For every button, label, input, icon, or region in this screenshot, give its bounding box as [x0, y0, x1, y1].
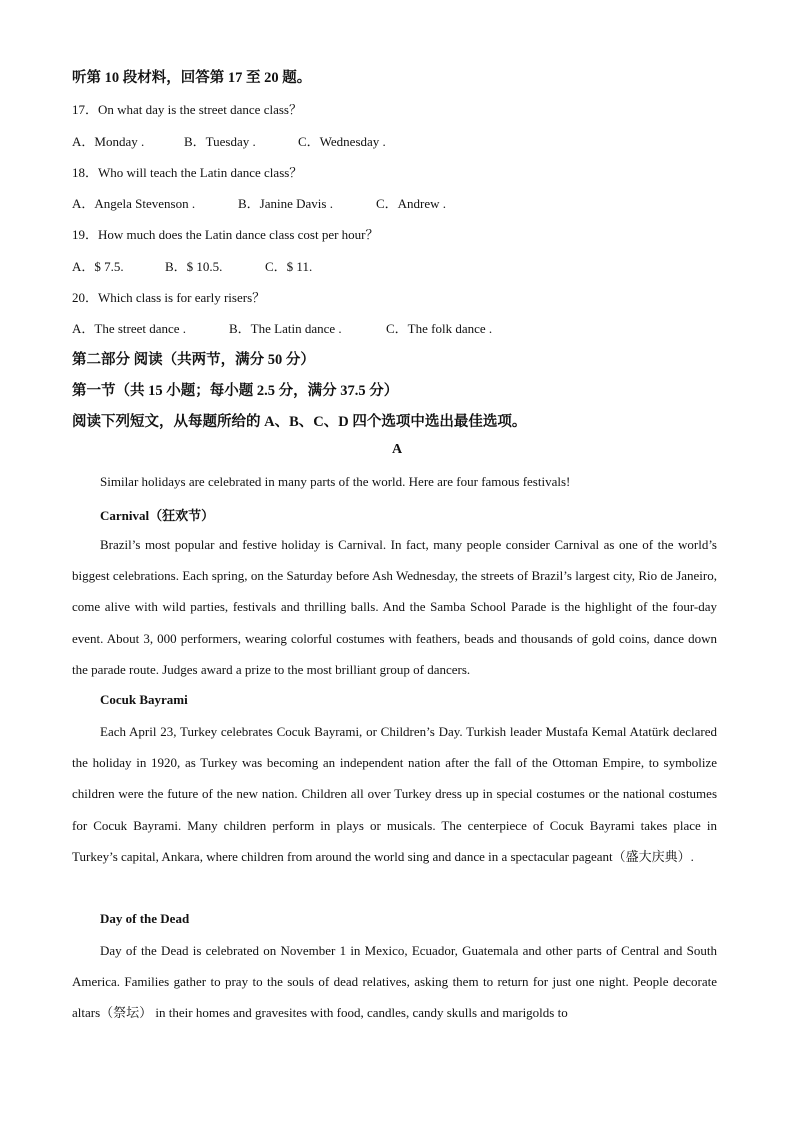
option-b: B．$ 10.5.: [165, 259, 223, 274]
section-text-cocuk-bayrami: Each April 23, Turkey celebrates Cocuk Bayrami, or Children’s Day. Turkish leader Mustafa Kemal Atatürk declared the holiday in 1920, as Turkey was becoming an independent nation after the fall of the Ottoman Empire, to symbolize children were the future of the new nation. Children all over Turkey dress up in special costumes or the national costumes for Cocuk Bayrami. Many children perform in plays or musicals. The centerpiece of Cocuk Bayrami takes place in Turkey’s capital, Ankara, where children from around the world sing and dance in a spectacular pageant（盛大庆典）.: [72, 724, 717, 864]
passage-label: A: [391, 442, 403, 457]
question-18: 18．Who will teach the Latin dance class？: [72, 165, 303, 180]
options-19: [72, 256, 312, 275]
option-b: B．The Latin dance .: [229, 321, 342, 336]
option-a: A．$ 7.5.: [72, 259, 124, 274]
option-a: A．Monday .: [72, 134, 145, 149]
options-18: [72, 193, 446, 212]
option-c: C．Andrew .: [376, 196, 447, 211]
option-a: A．Angela Stevenson .: [72, 196, 196, 211]
option-c: C．$ 11.: [265, 259, 313, 274]
section-heading: 第一节（共 15 小题；每小题 2.5 分，满分 37.5 分）: [72, 383, 399, 399]
options-17: [72, 131, 386, 150]
option-c: C．The folk dance .: [386, 321, 493, 336]
section-title-day-of-the-dead: Day of the Dead: [100, 911, 190, 926]
section-text-day-of-the-dead: Day of the Dead is celebrated on November 1 in Mexico, Ecuador, Guatemala and other parts of Central and South America. Families gather to pray to the souls of dead relatives, asking them to return for just one night. People decorate altars（祭坛） in their homes and gravesites with food, candles, candy skulls and marigolds to: [72, 943, 717, 1021]
part-heading: 第二部分 阅读（共两节，满分 50 分）: [72, 352, 315, 368]
question-19: 19．How much does the Latin dance class cost per hour？: [72, 227, 379, 242]
passage-intro: Similar holidays are celebrated in many parts of the world. Here are four famous festivals!: [100, 474, 571, 489]
reading-instruction: 阅读下列短文，从每题所给的 A、B、C、D 四个选项中选出最佳选项。: [72, 414, 527, 430]
option-a: A．The street dance .: [72, 321, 187, 336]
section-text-carnival: Brazil’s most popular and festive holiday is Carnival. In fact, many people consider Carnival as one of the world’s biggest celebrations. Each spring, on the Saturday before Ash Wednesday, the streets of Brazil’s largest city, Rio de Janeiro, come alive with wild parties, festivals and thrilling balls. And the Samba School Parade is the highlight of the four-day event. About 3, 000 performers, wearing colorful costumes with feathers, beads and thousands of gold coins, dance down the parade route. Judges award a prize to the most brilliant group of dancers.: [72, 537, 717, 677]
listening-heading: 听第 10 段材料，回答第 17 至 20 题。: [72, 70, 312, 86]
option-c: C．Wednesday .: [298, 134, 386, 149]
options-20: [72, 318, 492, 337]
option-b: B．Tuesday .: [184, 134, 256, 149]
question-17: 17．On what day is the street dance class？: [72, 102, 302, 117]
section-title-carnival: Carnival（狂欢节）: [100, 508, 215, 523]
option-b: B．Janine Davis .: [238, 196, 333, 211]
question-20: 20．Which class is for early risers？: [72, 290, 266, 305]
section-title-cocuk-bayrami: Cocuk Bayrami: [100, 692, 188, 707]
